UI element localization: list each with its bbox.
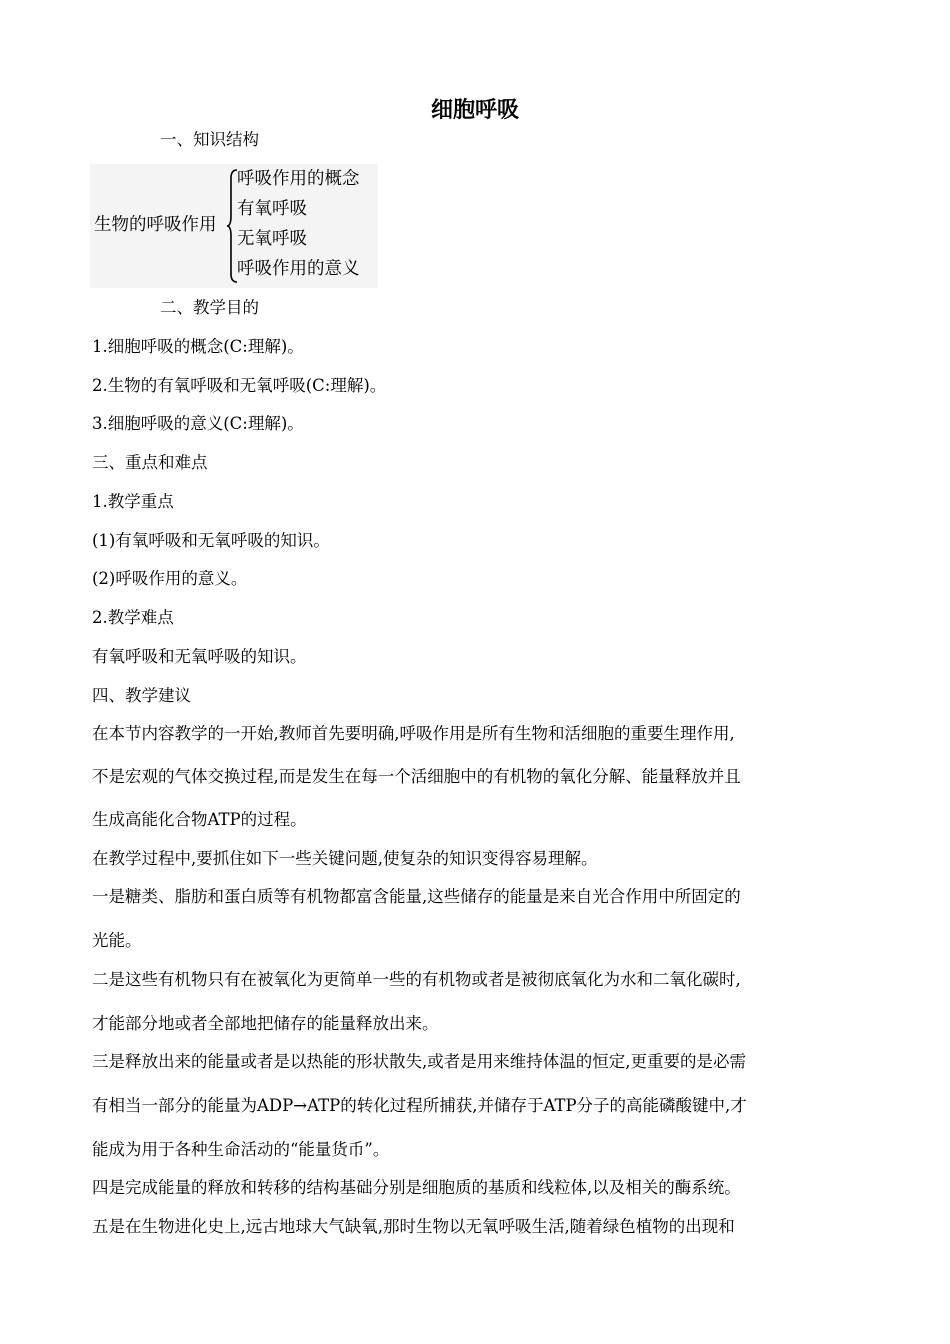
goal-item: 2.生物的有氧呼吸和无氧呼吸(C:理解)。 (92, 376, 387, 395)
section-heading-focus: 三、重点和难点 (92, 453, 208, 472)
key-point-item: (2)呼吸作用的意义。 (92, 569, 248, 588)
structure-item: 无氧呼吸 (237, 229, 307, 249)
paragraph-line: 在本节内容教学的一开始,教师首先要明确,呼吸作用是所有生物和活细胞的重要生理作用, (92, 724, 735, 743)
paragraph-line: 三是释放出来的能量或者是以热能的形状散失,或者是用来维持体温的恒定,更重要的是必需 (92, 1052, 746, 1071)
structure-item: 呼吸作用的意义 (237, 259, 360, 279)
difficulty-text: 有氧呼吸和无氧呼吸的知识。 (92, 647, 307, 666)
section-heading-goals: 二、教学目的 (160, 298, 259, 317)
knowledge-structure-diagram (90, 164, 378, 288)
paragraph-line: 才能部分地或者全部地把储存的能量释放出来。 (92, 1014, 439, 1033)
page-title: 细胞呼吸 (430, 98, 519, 123)
structure-root-label: 生物的呼吸作用 (94, 215, 217, 235)
section-heading-suggestions: 四、教学建议 (92, 686, 191, 705)
structure-item: 呼吸作用的概念 (237, 169, 360, 189)
goal-item: 1.细胞呼吸的概念(C:理解)。 (92, 337, 304, 356)
paragraph-line: 在教学过程中,要抓住如下一些关键问题,使复杂的知识变得容易理解。 (92, 849, 598, 868)
paragraph-line: 一是糖类、脂肪和蛋白质等有机物都富含能量,这些储存的能量是来自光合作用中所固定的 (92, 887, 741, 906)
paragraph-line: 四是完成能量的释放和转移的结构基础分别是细胞质的基质和线粒体,以及相关的酶系统。 (92, 1178, 741, 1197)
paragraph-line: 有相当一部分的能量为ADP→ATP的转化过程所捕获,并储存于ATP分子的高能磷酸键中,才 (92, 1096, 747, 1115)
subheading-key-points: 1.教学重点 (92, 492, 174, 511)
structure-item: 有氧呼吸 (237, 199, 307, 219)
paragraph-line: 能成为用于各种生命活动的“能量货币”。 (92, 1140, 390, 1159)
subheading-difficulties: 2.教学难点 (92, 608, 174, 627)
paragraph-line: 二是这些有机物只有在被氧化为更简单一些的有机物或者是被彻底氧化为水和二氧化碳时, (92, 970, 741, 989)
goal-item: 3.细胞呼吸的意义(C:理解)。 (92, 414, 304, 433)
paragraph-line: 五是在生物进化史上,远古地球大气缺氧,那时生物以无氧呼吸生活,随着绿色植物的出现和 (92, 1217, 735, 1236)
key-point-item: (1)有氧呼吸和无氧呼吸的知识。 (92, 531, 330, 550)
paragraph-line: 光能。 (92, 931, 142, 950)
paragraph-line: 不是宏观的气体交换过程,而是发生在每一个活细胞中的有机物的氧化分解、能量释放并且 (92, 767, 741, 786)
paragraph-line: 生成高能化合物ATP的过程。 (92, 810, 307, 829)
section-heading-structure: 一、知识结构 (160, 130, 259, 149)
